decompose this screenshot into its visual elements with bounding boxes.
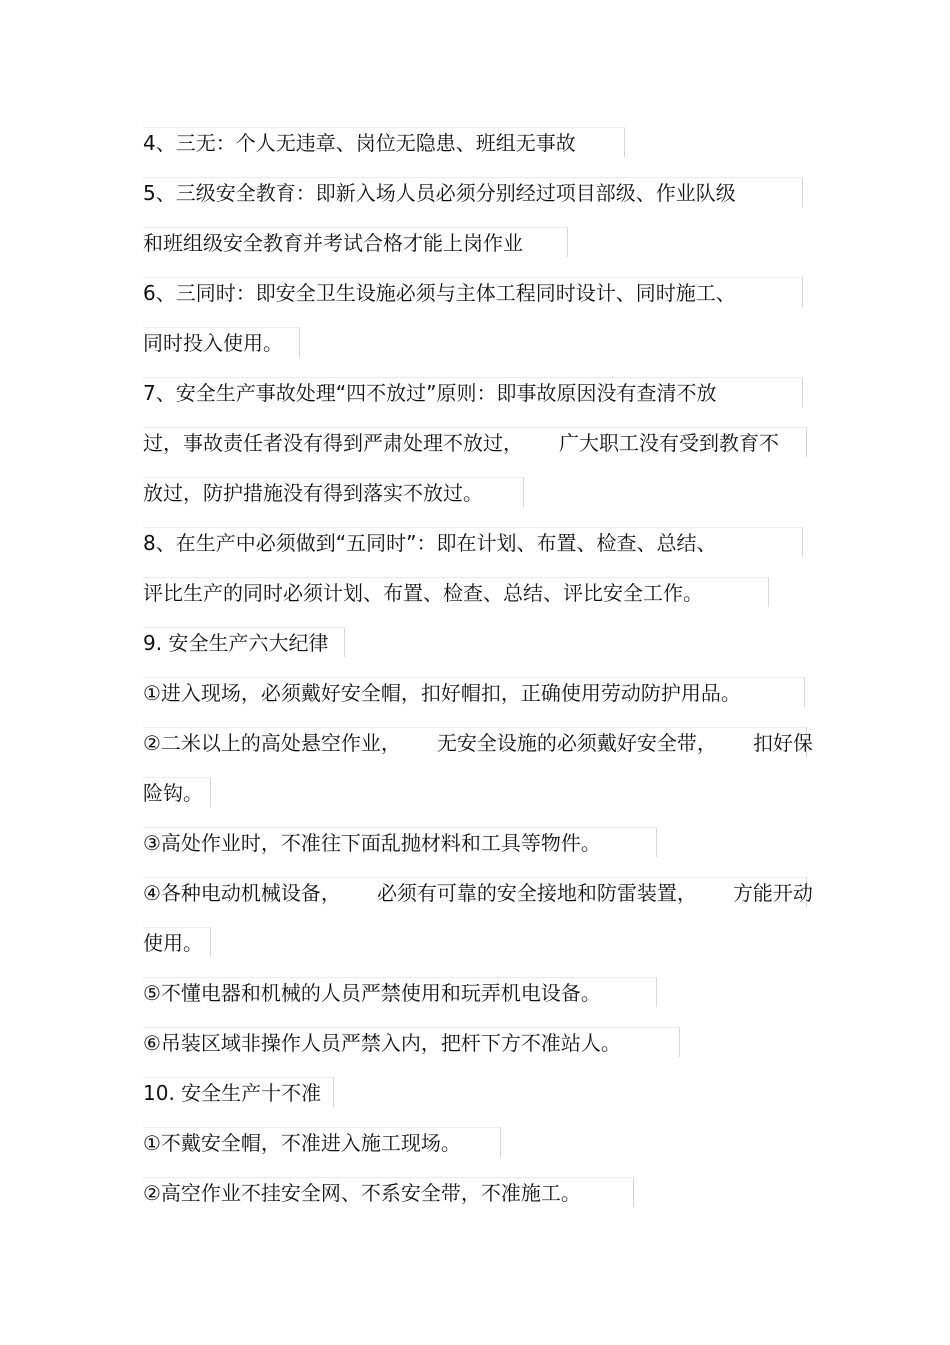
text-line-item-7a xyxy=(143,377,803,407)
line-text: ①不戴安全帽，不准进入施工现场。 xyxy=(143,1131,461,1155)
text-line-discipline-3 xyxy=(143,827,657,857)
line-text: 5、三级安全教育：即新入场人员必须分别经过项目部级、作业队级 xyxy=(143,181,736,205)
text-line-discipline-2a xyxy=(143,727,813,757)
text-line-item-4 xyxy=(143,127,625,157)
text-line-discipline-2b xyxy=(143,777,211,807)
line-text: 7、安全生产事故处理“四不放过”原则：即事故原因没有查清不放 xyxy=(143,381,717,405)
line-text: ④各种电动机械设备， xyxy=(143,881,341,905)
text-line-discipline-1 xyxy=(143,677,805,707)
text-line-item-8b xyxy=(143,577,769,607)
line-text: ②二米以上的高处悬空作业， xyxy=(143,731,401,755)
line-text: 扣好保 xyxy=(752,731,813,755)
line-text: 10. 安全生产十不准 xyxy=(143,1081,322,1105)
text-line-item-8a xyxy=(143,527,803,557)
text-line-discipline-4b xyxy=(143,927,211,957)
line-text: ②高空作业不挂安全网、不系安全带，不准施工。 xyxy=(143,1181,581,1205)
line-text: 过，事故责任者没有得到严肃处理不放过， xyxy=(143,431,523,455)
line-text: 必须有可靠的安全接地和防雷装置， xyxy=(376,881,697,905)
line-text: ⑥吊装区域非操作人员严禁入内，把杆下方不准站人。 xyxy=(143,1031,621,1055)
line-text: 同时投入使用。 xyxy=(143,331,283,355)
line-text: 6、三同时：即安全卫生设施必须与主体工程同时设计、同时施工、 xyxy=(143,281,736,305)
text-line-discipline-4a xyxy=(143,877,813,907)
line-text: 广大职工没有受到教育不 xyxy=(559,431,779,455)
text-line-prohibition-1 xyxy=(143,1127,501,1157)
line-text: 和班组级安全教育并考试合格才能上岗作业 xyxy=(143,231,523,255)
text-line-item-5b xyxy=(143,227,568,257)
text-line-discipline-6 xyxy=(143,1027,680,1057)
text-line-item-5a xyxy=(143,177,803,207)
line-text: 险钩。 xyxy=(143,781,203,805)
section-heading-ten-prohibitions xyxy=(143,1077,334,1107)
line-text: 放过，防护措施没有得到落实不放过。 xyxy=(143,481,483,505)
line-text: ①进入现场，必须戴好安全帽，扣好帽扣，正确使用劳动防护用品。 xyxy=(143,681,741,705)
text-line-item-6b xyxy=(143,327,300,357)
line-text: 4、三无：个人无违章、岗位无隐患、班组无事故 xyxy=(143,131,576,155)
line-text: ③高处作业时，不准往下面乱抛材料和工具等物件。 xyxy=(143,831,601,855)
text-line-item-6a xyxy=(143,277,803,307)
line-text: ⑤不懂电器和机械的人员严禁使用和玩弄机电设备。 xyxy=(143,981,601,1005)
line-text: 方能开动 xyxy=(732,881,813,905)
text-line-prohibition-2 xyxy=(143,1177,634,1207)
section-heading-six-disciplines xyxy=(143,627,345,657)
line-text: 无安全设施的必须戴好安全带， xyxy=(436,731,717,755)
text-line-item-7c xyxy=(143,477,524,507)
line-text: 使用。 xyxy=(143,931,203,955)
text-line-item-7b xyxy=(143,427,807,457)
line-text: 评比生产的同时必须计划、布置、检查、总结、评比安全工作。 xyxy=(143,581,703,605)
line-text: 9. 安全生产六大纪律 xyxy=(143,631,329,655)
text-line-discipline-5 xyxy=(143,977,657,1007)
line-text: 8、在生产中必须做到“五同时”：即在计划、布置、检查、总结、 xyxy=(143,531,717,555)
